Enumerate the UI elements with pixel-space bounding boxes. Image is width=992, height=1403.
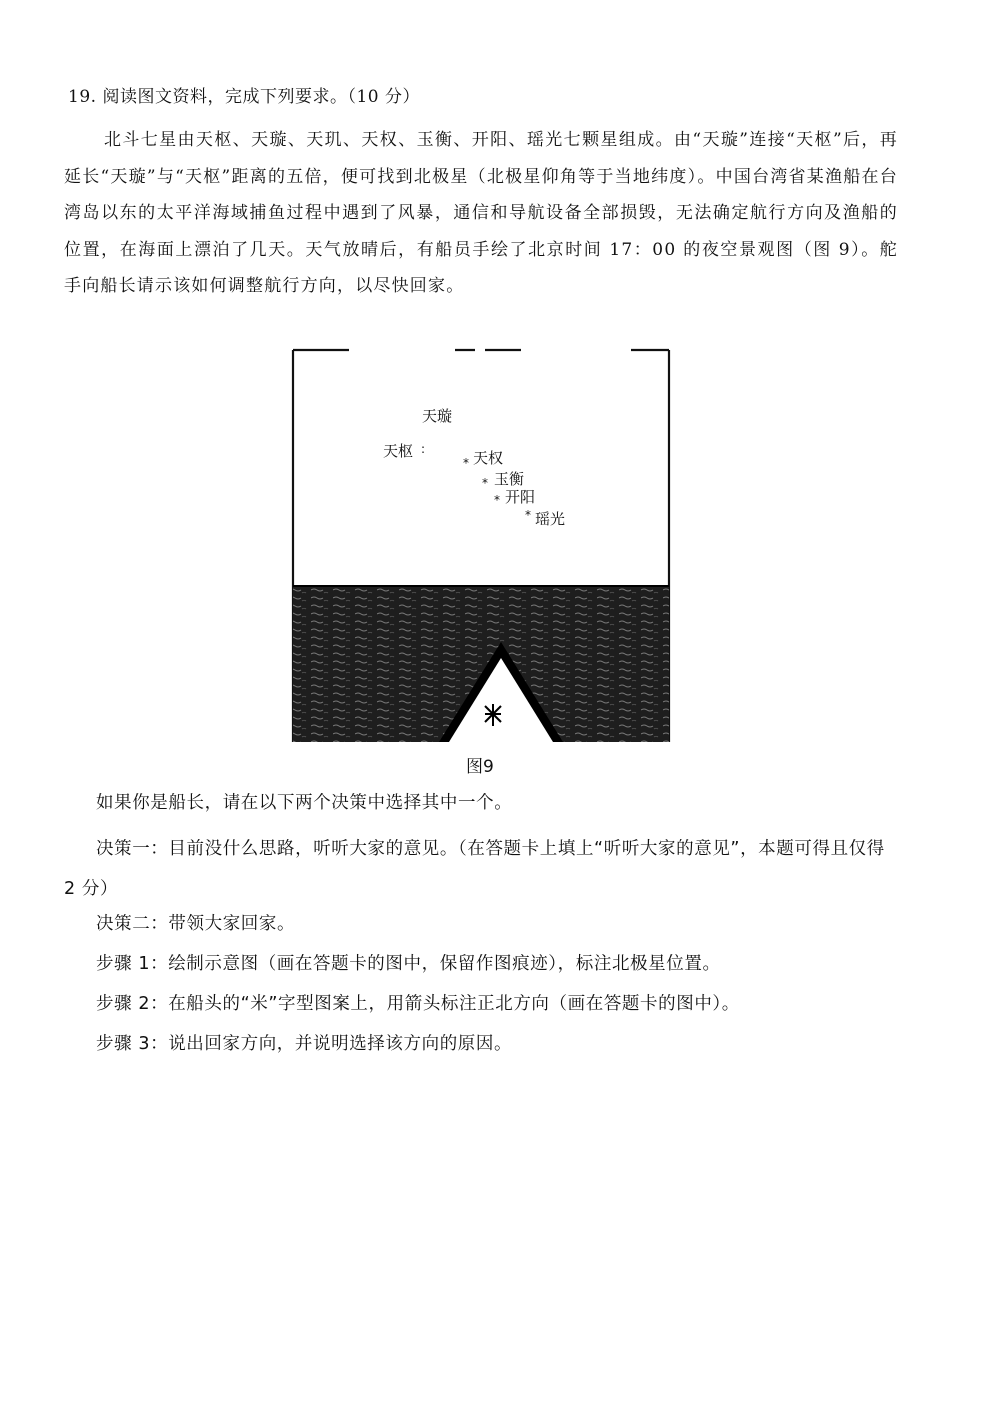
figure-caption: 图9	[466, 757, 494, 777]
star-kaiyang	[494, 488, 535, 507]
star-marker: *	[494, 493, 500, 507]
question-heading: 19. 阅读图文资料，完成下列要求。（10 分）	[68, 87, 420, 107]
star-label: 天枢	[383, 442, 414, 460]
star-label: 玉衡	[494, 470, 525, 488]
star-tianshu	[383, 442, 425, 460]
star-tianquan	[463, 449, 503, 470]
step-three: 步骤 3：说出回家方向，并说明选择该方向的原因。	[96, 1034, 513, 1054]
step-one: 步骤 1：绘制示意图（画在答题卡的图中，保留作图痕迹），标注北极星位置。	[96, 954, 721, 974]
star-yuheng	[482, 470, 524, 490]
night-sky-diagram	[289, 346, 673, 746]
decision-two: 决策二：带领大家回家。	[96, 914, 296, 934]
star-marker: *	[463, 456, 469, 470]
star-label: 瑶光	[535, 510, 566, 528]
star-marker: :	[421, 442, 426, 456]
star-yaoguang	[525, 508, 565, 528]
decision-intro: 如果你是船长，请在以下两个决策中选择其中一个。	[96, 793, 513, 813]
decision-one: 决策一：目前没什么思路，听听大家的意见。（在答题卡上填上“听听大家的意见”，本题可得且仅得 2 分）	[64, 839, 885, 899]
step-two: 步骤 2：在船头的“米”字型图案上，用箭头标注正北方向（画在答题卡的图中）。	[96, 994, 740, 1014]
star-tianxuan	[422, 407, 452, 425]
star-label: 天璇	[422, 407, 453, 425]
star-label: 开阳	[505, 488, 536, 506]
star-marker: *	[482, 476, 488, 490]
star-label: 天权	[473, 449, 504, 467]
figure-9	[289, 346, 673, 746]
question-paragraph: 北斗七星由天枢、天璇、天玑、天权、玉衡、开阳、瑶光七颗星组成。由“天璇”连接“天枢”后，再延长“天璇”与“天枢”距离的五倍，便可找到北极星（北极星仰角等于当地纬度）。中国台湾省某渔船在台湾岛以东的太平洋海域捕鱼过程中遇到了风暴，通信和导航设备全部损毁，无法确定航行方向及渔船的位置，在海面上漂泊了几天。天气放晴后，有船员手绘了北京时间 17：00 的夜空景观图（图 9）。舵手向船长请示该如何调整航行方向，以尽快回家。	[64, 130, 898, 296]
star-marker: *	[525, 508, 531, 522]
